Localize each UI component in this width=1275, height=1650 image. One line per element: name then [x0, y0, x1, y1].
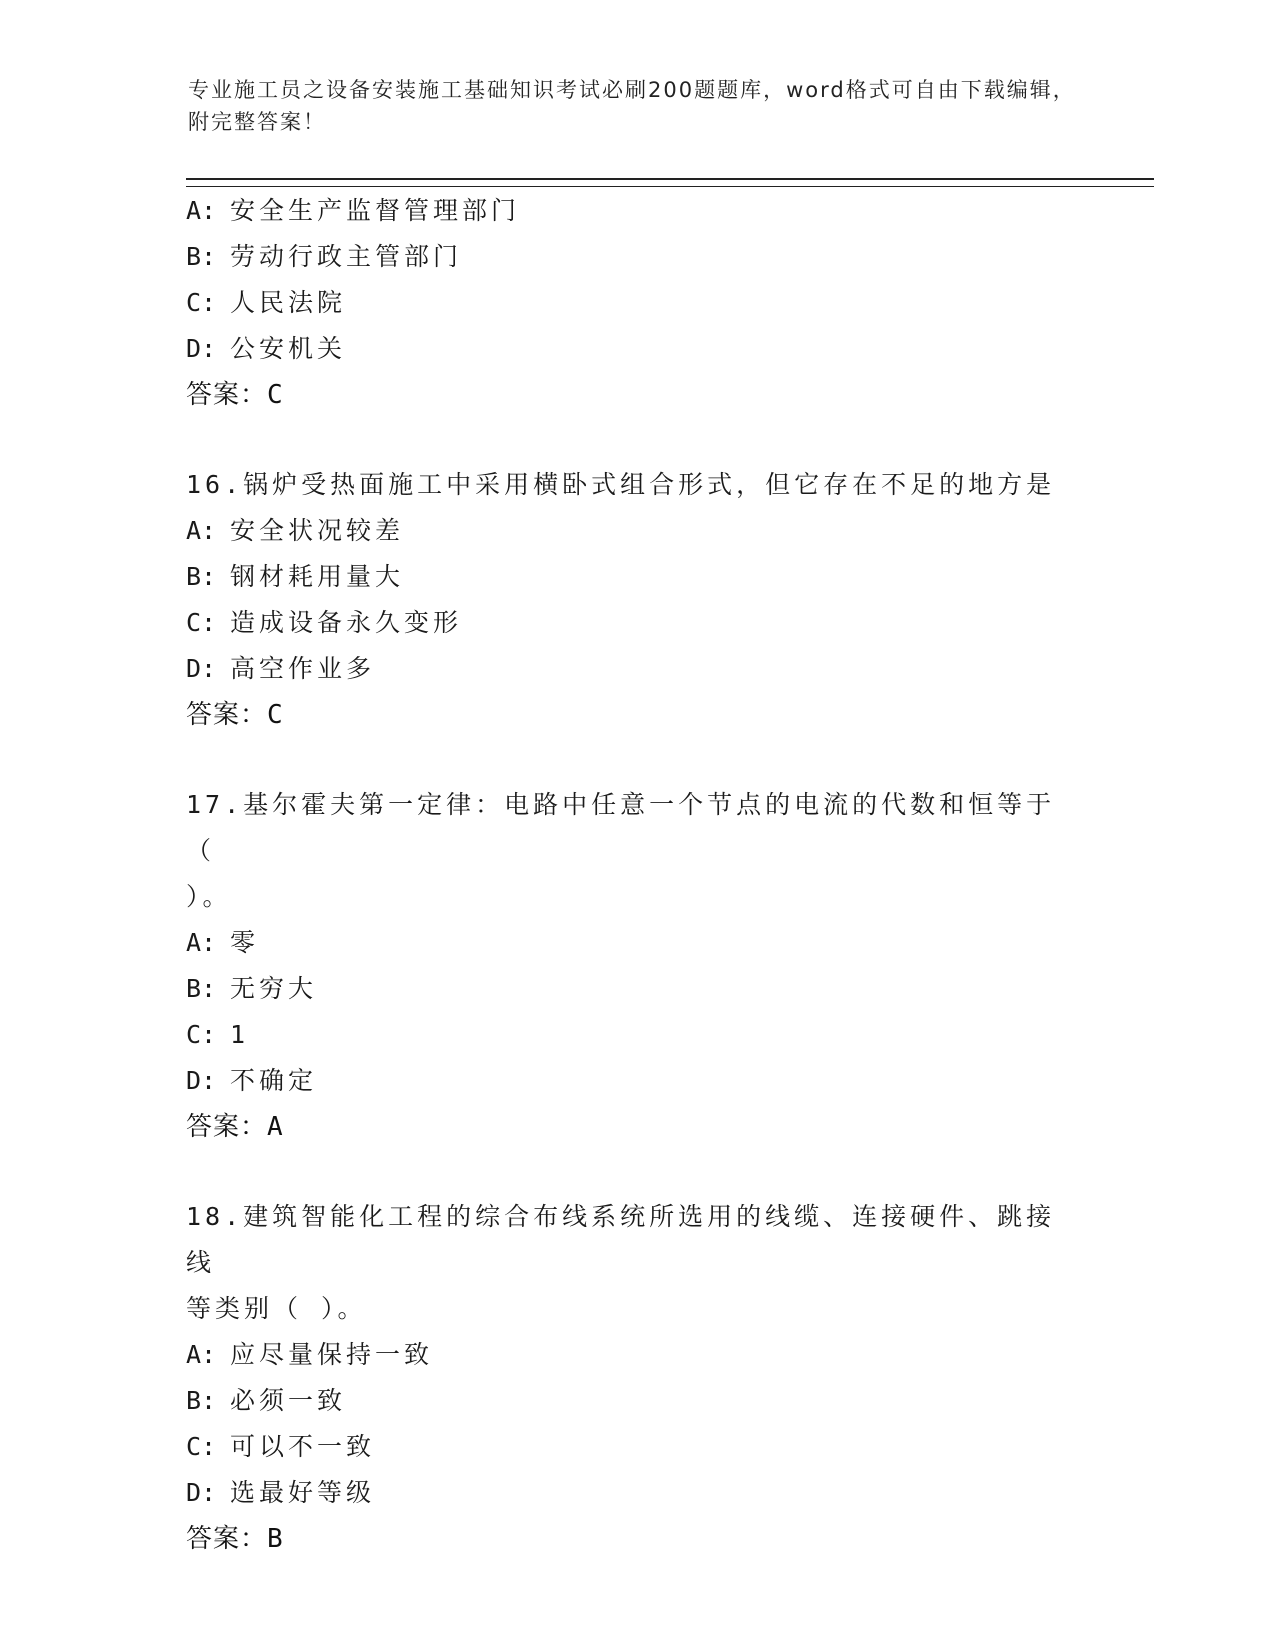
- question-stem-line-1: 18.建筑智能化工程的综合布线系统所选用的线缆、连接硬件、跳接线: [186, 1202, 1056, 1277]
- option-b: B: 劳动行政主管部门: [186, 242, 463, 271]
- option-b: B: 必须一致: [186, 1386, 347, 1415]
- option-a: A: 零: [186, 928, 260, 957]
- option-d: D: 公安机关: [186, 334, 347, 363]
- option-d: D: 高空作业多: [186, 654, 376, 683]
- option-c: C: 可以不一致: [186, 1432, 376, 1461]
- question-stem: 16.锅炉受热面施工中采用横卧式组合形式，但它存在不足的地方是: [186, 470, 1056, 499]
- document-header: 专业施工员之设备安装施工基础知识考试必刷200题题库，word格式可自由下载编辑，附完整答案！: [188, 78, 1076, 134]
- option-b: B: 无穷大: [186, 974, 318, 1003]
- option-d: D: 选最好等级: [186, 1478, 376, 1507]
- answer-value: A: [267, 1112, 284, 1142]
- answer-line: 答案：C: [186, 380, 284, 410]
- option-b: B: 钢材耗用量大: [186, 562, 405, 591]
- option-c: C: 人民法院: [186, 288, 347, 317]
- answer-value: C: [267, 700, 284, 730]
- header-divider: [186, 178, 1154, 187]
- option-c: C: 1: [186, 1020, 250, 1049]
- answer-line: 答案：A: [186, 1112, 284, 1142]
- question-list: [186, 188, 1086, 1562]
- option-a: A: 应尽量保持一致: [186, 1340, 434, 1369]
- question-stem: [186, 1194, 1066, 1332]
- question-stem-line-2: ）。: [186, 882, 232, 911]
- answer-line: 答案：C: [186, 700, 284, 730]
- answer-value: C: [267, 380, 284, 410]
- question-18: [186, 1194, 1086, 1562]
- question-stem-line-2: 等类别（ ）。: [186, 1294, 367, 1323]
- question-stem: [186, 782, 1066, 920]
- answer-line: 答案：B: [186, 1524, 284, 1554]
- question-17: [186, 782, 1086, 1150]
- option-d: D: 不确定: [186, 1066, 318, 1095]
- answer-value: B: [267, 1524, 284, 1554]
- option-a: A: 安全生产监督管理部门: [186, 196, 521, 225]
- question-15: [186, 188, 1086, 418]
- option-a: A: 安全状况较差: [186, 516, 405, 545]
- option-c: C: 造成设备永久变形: [186, 608, 463, 637]
- question-stem-line-1: 17.基尔霍夫第一定律：电路中任意一个节点的电流的代数和恒等于（: [186, 790, 1056, 865]
- question-16: [186, 462, 1086, 738]
